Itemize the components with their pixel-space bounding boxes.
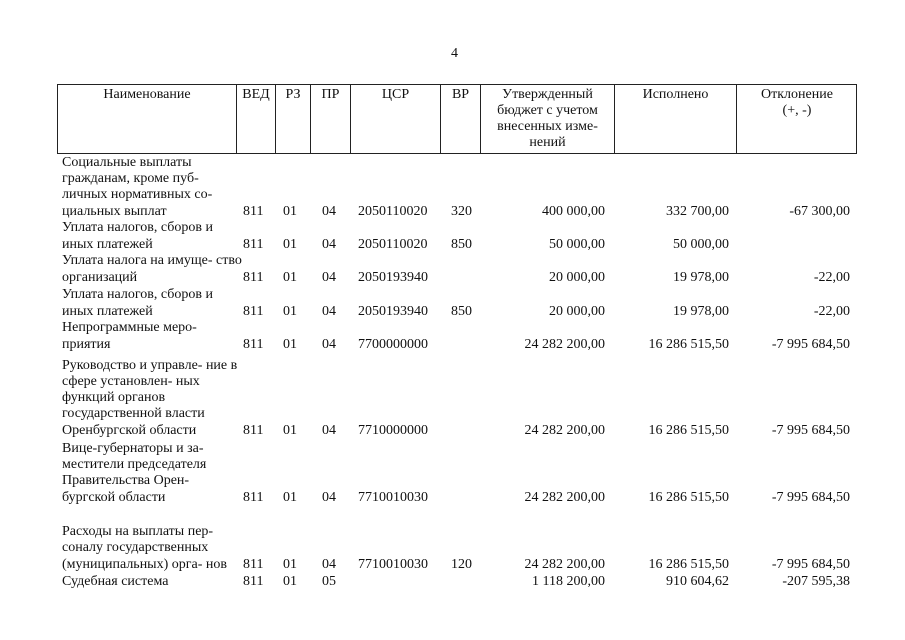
- table-header: [57, 84, 857, 154]
- row-executed: 332 700,00: [666, 204, 729, 219]
- row-name: Непрограммные меро- приятия: [62, 320, 197, 352]
- header-rz: РЗ: [275, 85, 310, 153]
- row-deviation: -67 300,00: [789, 204, 850, 219]
- row-rz: 01: [283, 204, 297, 219]
- header-executed: Исполнено: [614, 85, 736, 153]
- row-executed: 16 286 515,50: [648, 337, 729, 352]
- row-ved: 811: [243, 270, 264, 285]
- row-csr: 7710010030: [358, 557, 428, 572]
- row-csr: 7710000000: [358, 423, 428, 438]
- row-rz: 01: [283, 270, 297, 285]
- row-rz: 01: [283, 337, 297, 352]
- row-deviation: -7 995 684,50: [771, 490, 850, 505]
- row-pr: 04: [322, 270, 336, 285]
- header-pr: ПР: [310, 85, 350, 153]
- row-budget: 400 000,00: [542, 204, 605, 219]
- row-name: Социальные выплаты гражданам, кроме пуб- личных нормативных со- циальных выплат: [62, 154, 213, 219]
- row-name: Уплата налогов, сборов и иных платежей: [62, 287, 213, 319]
- row-ved: 811: [243, 237, 264, 252]
- row-rz: 01: [283, 423, 297, 438]
- row-budget: 20 000,00: [549, 304, 605, 319]
- header-vr: ВР: [440, 85, 480, 153]
- row-ved: 811: [243, 557, 264, 572]
- row-name: Судебная система: [62, 573, 169, 589]
- row-deviation: -7 995 684,50: [771, 423, 850, 438]
- table-row: [0, 154, 905, 220]
- row-rz: 01: [283, 557, 297, 572]
- row-ved: 811: [243, 490, 264, 505]
- row-ved: 811: [243, 423, 264, 438]
- row-pr: 04: [322, 490, 336, 505]
- table-row: [0, 439, 905, 506]
- row-csr: 2050110020: [358, 237, 428, 252]
- table-row: [0, 253, 905, 286]
- row-executed: 19 978,00: [673, 304, 729, 319]
- row-deviation: -7 995 684,50: [771, 337, 850, 352]
- row-ved: 811: [243, 204, 264, 219]
- row-csr: 2050193940: [358, 304, 428, 319]
- row-executed: 16 286 515,50: [648, 490, 729, 505]
- row-name: Вице-губернаторы и за- местители председателя Правительства Орен- бургской области: [62, 440, 207, 505]
- row-executed: 910 604,62: [666, 574, 729, 589]
- row-deviation: -22,00: [813, 304, 850, 319]
- table-row: [0, 220, 905, 253]
- row-pr: 04: [322, 337, 336, 352]
- row-pr: 04: [322, 204, 336, 219]
- row-pr: 04: [322, 423, 336, 438]
- row-budget: 24 282 200,00: [524, 423, 605, 438]
- row-name: Уплата налога на имуще- ство организаций: [62, 253, 242, 285]
- table-row: [0, 286, 905, 320]
- row-executed: 16 286 515,50: [648, 557, 729, 572]
- page-number: 4: [451, 46, 458, 61]
- row-name: Руководство и управле- ние в сфере установлен- ных функций органов государственной власти Оренбургской области: [62, 357, 238, 438]
- row-name: Расходы на выплаты пер- соналу государственных (муниципальных) орга- нов: [62, 524, 227, 572]
- row-deviation: -7 995 684,50: [771, 557, 850, 572]
- row-deviation: -22,00: [813, 270, 850, 285]
- row-executed: 19 978,00: [673, 270, 729, 285]
- row-budget: 24 282 200,00: [524, 337, 605, 352]
- row-pr: 05: [322, 574, 336, 589]
- row-deviation: -207 595,38: [782, 574, 850, 589]
- header-budget: Утвержденный бюджет с учетом внесенных изме- нений: [480, 85, 614, 153]
- row-executed: 50 000,00: [673, 237, 729, 252]
- row-ved: 811: [243, 304, 264, 319]
- row-vr: 850: [451, 304, 472, 319]
- row-name: Уплата налогов, сборов и иных платежей: [62, 220, 213, 252]
- row-csr: 2050110020: [358, 204, 428, 219]
- row-budget: 20 000,00: [549, 270, 605, 285]
- header-csr: ЦСР: [350, 85, 440, 153]
- row-csr: 2050193940: [358, 270, 428, 285]
- row-rz: 01: [283, 304, 297, 319]
- table-row: [0, 353, 905, 439]
- row-ved: 811: [243, 337, 264, 352]
- row-vr: 120: [451, 557, 472, 572]
- table-row: [0, 506, 905, 573]
- row-vr: 320: [451, 204, 472, 219]
- row-rz: 01: [283, 574, 297, 589]
- row-ved: 811: [243, 574, 264, 589]
- row-pr: 04: [322, 237, 336, 252]
- row-csr: 7700000000: [358, 337, 428, 352]
- table-row: [0, 573, 905, 590]
- row-budget: 1 118 200,00: [532, 574, 605, 589]
- row-rz: 01: [283, 237, 297, 252]
- row-executed: 16 286 515,50: [648, 423, 729, 438]
- row-vr: 850: [451, 237, 472, 252]
- header-name: Наименование: [103, 87, 191, 102]
- row-budget: 24 282 200,00: [524, 557, 605, 572]
- row-budget: 24 282 200,00: [524, 490, 605, 505]
- row-budget: 50 000,00: [549, 237, 605, 252]
- row-pr: 04: [322, 304, 336, 319]
- row-csr: 7710010030: [358, 490, 428, 505]
- header-deviation: Отклонение (+, -): [736, 85, 857, 153]
- header-ved: ВЕД: [236, 85, 275, 153]
- row-rz: 01: [283, 490, 297, 505]
- table-row: [0, 320, 905, 353]
- row-pr: 04: [322, 557, 336, 572]
